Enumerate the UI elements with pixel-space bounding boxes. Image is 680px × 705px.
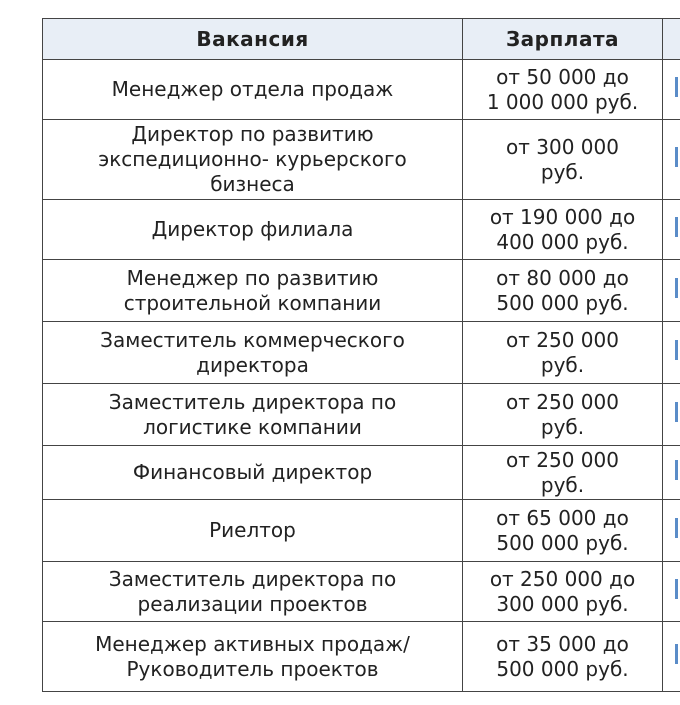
salary-cell (463, 120, 663, 200)
link-mark-icon[interactable] (675, 340, 678, 360)
vacancy-line: строительной компании (123, 290, 382, 315)
vacancy-cell (43, 260, 463, 322)
link-mark-icon[interactable] (675, 579, 678, 599)
vacancy-cell (43, 322, 463, 384)
cut-link-cell[interactable] (663, 384, 680, 446)
vacancy-cell (43, 562, 463, 622)
link-mark-icon[interactable] (675, 644, 678, 664)
vacancy-line: Менеджер активных продаж/ (95, 631, 410, 656)
cut-link-cell[interactable] (663, 562, 680, 622)
salary-line: 300 000 руб. (496, 591, 629, 616)
cut-link-cell[interactable] (663, 260, 680, 322)
table-row (43, 622, 680, 692)
link-mark-icon[interactable] (675, 460, 678, 480)
vacancy-cell (43, 622, 463, 692)
table-body (43, 60, 680, 692)
salary-line: от 250 000 (506, 447, 619, 472)
vacancy-cell (43, 200, 463, 260)
vacancy-cell (43, 500, 463, 562)
salary-line: 500 000 руб. (496, 656, 629, 681)
link-mark-icon[interactable] (675, 518, 678, 538)
cut-link-cell[interactable] (663, 500, 680, 562)
salary-cell (463, 384, 663, 446)
salary-cell (463, 322, 663, 384)
cut-link-cell[interactable] (663, 200, 680, 260)
header-salary: Зарплата (463, 19, 663, 60)
link-mark-icon[interactable] (675, 217, 678, 237)
salary-line: от 190 000 до (489, 204, 636, 229)
vacancy-line: Заместитель коммерческого (100, 327, 405, 352)
salary-cell (463, 622, 663, 692)
vacancy-salary-table (42, 18, 680, 692)
salary-cell (463, 562, 663, 622)
salary-line: от 250 000 (506, 327, 619, 352)
cut-link-cell[interactable] (663, 322, 680, 384)
salary-line: от 65 000 до (496, 505, 629, 530)
table-row (43, 200, 680, 260)
vacancy-cell (43, 384, 463, 446)
vacancy-line: экспедиционно- курьерского (98, 147, 407, 171)
salary-line: от 50 000 до (496, 64, 629, 89)
salary-line: 400 000 руб. (496, 229, 629, 254)
vacancy-line: Руководитель проектов (126, 656, 379, 681)
vacancy-cell (43, 120, 463, 200)
salary-line: 1 000 000 руб. (486, 89, 639, 114)
link-mark-icon[interactable] (675, 77, 678, 97)
header-cut-column (663, 19, 680, 60)
link-mark-icon[interactable] (675, 278, 678, 298)
salary-cell (463, 446, 663, 500)
table-row (43, 60, 680, 120)
vacancy-cell (43, 60, 463, 120)
table-row (43, 322, 680, 384)
salary-line: 500 000 руб. (496, 290, 629, 315)
salary-line: от 250 000 до (489, 566, 636, 591)
salary-line: руб. (540, 472, 585, 497)
vacancy-line: реализации проектов (137, 591, 368, 616)
salary-line: от 250 000 (506, 389, 619, 414)
vacancy-line: Менеджер по развитию (126, 265, 379, 290)
table-row (43, 120, 680, 200)
salary-line: руб. (540, 414, 585, 439)
table-row (43, 384, 680, 446)
vacancy-line: бизнеса (210, 172, 295, 196)
table-row (43, 260, 680, 322)
salary-line: от 35 000 до (496, 631, 629, 656)
salary-line: 500 000 руб. (496, 530, 629, 555)
salary-cell (463, 500, 663, 562)
table-header-row (43, 19, 680, 60)
header-vacancy: Вакансия (43, 19, 463, 60)
vacancy-cell (43, 446, 463, 500)
table-row (43, 500, 680, 562)
salary-line: руб. (540, 159, 585, 184)
salary-cell (463, 200, 663, 260)
cut-link-cell[interactable] (663, 120, 680, 200)
vacancy-line: Риелтор (209, 518, 296, 542)
salary-cell (463, 260, 663, 322)
table-row (43, 446, 680, 500)
vacancy-line: Директор филиала (151, 217, 354, 241)
table-row (43, 562, 680, 622)
cut-link-cell[interactable] (663, 60, 680, 120)
salary-line: руб. (540, 352, 585, 377)
vacancy-line: Директор по развитию (131, 122, 374, 146)
vacancy-line: логистике компании (143, 414, 362, 439)
salary-line: от 80 000 до (496, 265, 629, 290)
link-mark-icon[interactable] (675, 402, 678, 422)
salary-cell (463, 60, 663, 120)
vacancy-line: Заместитель директора по (108, 389, 397, 414)
link-mark-icon[interactable] (675, 147, 678, 167)
vacancy-line: Заместитель директора по (108, 566, 397, 591)
cut-link-cell[interactable] (663, 622, 680, 692)
vacancy-line: Финансовый директор (132, 460, 373, 484)
vacancy-line: директора (196, 352, 309, 377)
salary-line: от 300 000 (506, 134, 619, 159)
cut-link-cell[interactable] (663, 446, 680, 500)
vacancy-line: Менеджер отдела продаж (111, 77, 394, 101)
